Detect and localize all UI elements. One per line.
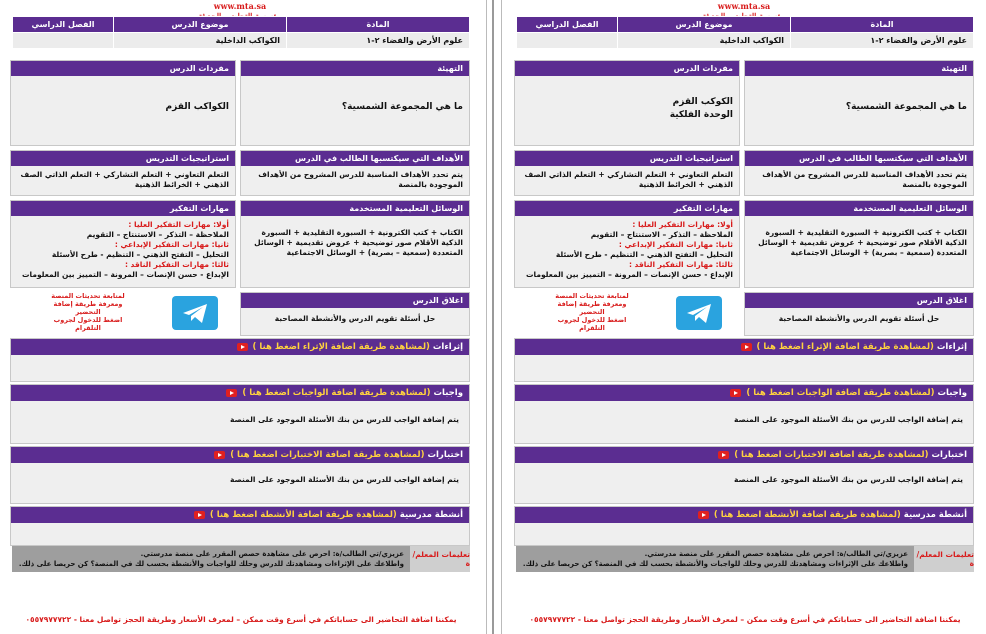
tests-title bbox=[515, 447, 973, 463]
info-table bbox=[12, 16, 470, 49]
topic-header: موضوع الدرس bbox=[114, 17, 287, 33]
strategies-box bbox=[10, 150, 236, 196]
promo-text[interactable] bbox=[544, 292, 640, 332]
intro-title: التهيئة bbox=[241, 61, 469, 76]
activities-title bbox=[515, 507, 973, 523]
telegram-icon[interactable] bbox=[676, 296, 722, 330]
activities-section bbox=[10, 506, 470, 546]
topic-header: موضوع الدرس bbox=[618, 17, 791, 33]
homework-title bbox=[11, 385, 469, 401]
vocab-list bbox=[515, 76, 739, 126]
goals-body: يتم تحدد الأهداف المناسبة للدرس المشروح من الأهداف الموجودة بالمنصة bbox=[762, 170, 967, 189]
closing-body: حل أسئلة تقويم الدرس والأنشطة المصاحبة bbox=[274, 314, 436, 323]
semester-header: الفصل الدراسي bbox=[13, 17, 114, 33]
skills-line: أولا: مهارات التفكير العليا : bbox=[128, 220, 229, 229]
skills-box bbox=[10, 200, 236, 288]
subject-header: المادة bbox=[791, 17, 974, 33]
skills-line: ثانيا: مهارات التفكير الإبداعي : bbox=[114, 240, 229, 249]
telegram-icon[interactable] bbox=[172, 296, 218, 330]
strategies-body: التعلم التعاوني + التعلم التشاركي + التعلم الذاتي الصف الذهني + الخرائط الذهنية bbox=[524, 170, 733, 189]
activities-link[interactable]: (لمشاهدة طريقة اضافة الأنشطة اضغط هنا ) bbox=[209, 510, 397, 520]
enrichment-title bbox=[11, 339, 469, 355]
activities-title bbox=[11, 507, 469, 523]
topic-value: الكواكب الداخلية bbox=[618, 33, 791, 49]
lesson-page-right bbox=[504, 0, 986, 634]
intro-body: ما هي المجموعة الشمسية؟ bbox=[341, 102, 463, 112]
youtube-icon[interactable] bbox=[718, 451, 729, 459]
footer-text: يمكننا اضافة التحاضير الى حساباتكم في أسرع وقت ممكن – لمعرف الأسعار وطريقة الحجز تواصل معنا - ٠٥٥٧٩٧٧٧٢٢ bbox=[25, 615, 457, 624]
goals-title: الأهداف التي سيكتسبها الطالب في الدرس bbox=[745, 151, 973, 166]
strategies-title: استراتيجيات التدريس bbox=[515, 151, 739, 166]
notes-line: عزيزي/تي الطالب/ة: احرص على مشاهدة حصص المقرر على منصة مدرستي. bbox=[644, 550, 908, 558]
means-body: الكتاب + كتب الكترونية + السبورة التقليدية + السبورة الذكية الأقلام صور توضيحية + عروض تقديمية + الوسائل المتعددة (سمعية – بصرية) + الوسائل الاجتماعية bbox=[254, 228, 463, 257]
subject-header: المادة bbox=[287, 17, 470, 33]
skills-line: الإبداع - حسن الإنصات – المرونة – التمييز بين المعلومات bbox=[21, 270, 229, 279]
means-box bbox=[240, 200, 470, 288]
tests-section bbox=[514, 446, 974, 504]
skills-line: التحليل – التفتح الذهني – التنظيم - طرح الأسئلة bbox=[555, 250, 733, 259]
enrichment-link[interactable]: (لمشاهدة طريقة اضافة الإثراء اضغط هنا ) bbox=[252, 342, 430, 352]
promo-line: اضغط للدخول لجروب التلقرام bbox=[53, 316, 123, 332]
homework-link[interactable]: (لمشاهدة طريقة اضافة الواجبات اضغط هنا ) bbox=[746, 388, 935, 398]
notes-text bbox=[12, 546, 410, 572]
closing-box bbox=[240, 292, 470, 336]
vocab-item: الكواكب القزم bbox=[165, 102, 229, 112]
strategies-title: استراتيجيات التدريس bbox=[11, 151, 235, 166]
vocab-box bbox=[514, 60, 740, 146]
youtube-icon[interactable] bbox=[237, 343, 248, 351]
skills-box bbox=[514, 200, 740, 288]
homework-body: يتم إضافة الواجب للدرس من بنك الأسئلة الموجود على المنصة bbox=[230, 415, 459, 424]
enrichment-title bbox=[515, 339, 973, 355]
homework-link[interactable]: (لمشاهدة طريقة اضافة الواجبات اضغط هنا ) bbox=[242, 388, 431, 398]
means-title: الوسائل التعليمية المستخدمة bbox=[745, 201, 973, 216]
vocab-item: الكوكب القزم bbox=[672, 97, 733, 107]
skills-body bbox=[11, 216, 235, 284]
tests-body: يتم إضافة الواجب للدرس من بنك الأسئلة الموجود على المنصة bbox=[230, 475, 459, 484]
activities-link[interactable]: (لمشاهدة طريقة اضافة الأنشطة اضغط هنا ) bbox=[713, 510, 901, 520]
goals-title: الأهداف التي سيكتسبها الطالب في الدرس bbox=[241, 151, 469, 166]
promo-line: لمتابعة تحديثات المنصة bbox=[555, 292, 629, 300]
skills-line: أولا: مهارات التفكير العليا : bbox=[632, 220, 733, 229]
footer-text: يمكننا اضافة التحاضير الى حساباتكم في أسرع وقت ممكن – لمعرف الأسعار وطريقة الحجز تواصل معنا - ٠٥٥٧٩٧٧٧٢٢ bbox=[529, 615, 961, 624]
strategies-body: التعلم التعاوني + التعلم التشاركي + التعلم الذاتي الصف الذهني + الخرائط الذهنية bbox=[20, 170, 229, 189]
goals-box bbox=[744, 150, 974, 196]
skills-line: الملاحظة – التذكر – الاستنتاج – التقويم bbox=[86, 230, 229, 239]
teacher-notes bbox=[12, 546, 470, 572]
enrichment-link[interactable]: (لمشاهدة طريقة اضافة الإثراء اضغط هنا ) bbox=[756, 342, 934, 352]
youtube-icon[interactable] bbox=[194, 511, 205, 519]
vocab-box bbox=[10, 60, 236, 146]
promo-line: لمتابعة تحديثات المنصة bbox=[51, 292, 125, 300]
enrichment-label: إثراءات bbox=[936, 342, 967, 352]
youtube-icon[interactable] bbox=[226, 389, 237, 397]
intro-title: التهيئة bbox=[745, 61, 973, 76]
promo-line: ومعرفة طريقة إضافة التحضير bbox=[53, 300, 123, 316]
tests-body: يتم إضافة الواجب للدرس من بنك الأسئلة الموجود على المنصة bbox=[734, 475, 963, 484]
tests-label: اختبارات bbox=[427, 450, 463, 460]
skills-line: ثالثا: مهارات التفكير الناقد : bbox=[628, 260, 733, 269]
skills-line: ثالثا: مهارات التفكير الناقد : bbox=[124, 260, 229, 269]
goals-box bbox=[240, 150, 470, 196]
tests-section bbox=[10, 446, 470, 504]
promo-line: اضغط للدخول لجروب التلقرام bbox=[557, 316, 627, 332]
intro-box bbox=[744, 60, 974, 146]
promo-text[interactable] bbox=[40, 292, 136, 332]
info-table bbox=[516, 16, 974, 49]
notes-line: عزيزي/تي الطالب/ة: احرص على مشاهدة حصص المقرر على منصة مدرستي. bbox=[140, 550, 404, 558]
enrichment-section bbox=[514, 338, 974, 382]
org-site[interactable]: www.mta.sa bbox=[717, 1, 771, 11]
semester-header: الفصل الدراسي bbox=[517, 17, 618, 33]
activities-label: أنشطة مدرسية bbox=[399, 510, 463, 520]
skills-title: مهارات التفكير bbox=[515, 201, 739, 216]
promo-line: ومعرفة طريقة إضافة التحضير bbox=[557, 300, 627, 316]
skills-title: مهارات التفكير bbox=[11, 201, 235, 216]
means-title: الوسائل التعليمية المستخدمة bbox=[241, 201, 469, 216]
homework-title bbox=[515, 385, 973, 401]
page-gutter bbox=[492, 0, 494, 634]
page-divider bbox=[486, 0, 502, 634]
intro-box bbox=[240, 60, 470, 146]
tests-label: اختبارات bbox=[931, 450, 967, 460]
skills-line: الإبداع - حسن الإنصات – المرونة – التمييز بين المعلومات bbox=[525, 270, 733, 279]
skills-line: ثانيا: مهارات التفكير الإبداعي : bbox=[618, 240, 733, 249]
goals-body: يتم تحدد الأهداف المناسبة للدرس المشروح من الأهداف الموجودة بالمنصة bbox=[258, 170, 463, 189]
subject-value: علوم الأرض والفضاء ٢-١ bbox=[287, 33, 470, 49]
skills-line: التحليل – التفتح الذهني – التنظيم - طرح الأسئلة bbox=[51, 250, 229, 259]
strategies-box bbox=[514, 150, 740, 196]
tests-title bbox=[11, 447, 469, 463]
activities-section bbox=[514, 506, 974, 546]
topic-value: الكواكب الداخلية bbox=[114, 33, 287, 49]
homework-section bbox=[514, 384, 974, 444]
closing-title: اغلاق الدرس bbox=[745, 293, 973, 308]
notes-label: تعليمات المعلم/ة bbox=[410, 546, 470, 572]
enrichment-label: إثراءات bbox=[432, 342, 463, 352]
notes-line: واطلاعك على الإثراءات ومشاهدتك للدرس وحلك للواجبات والأنشطة بحسب لك في المنصة؟ كن حريصا على ذلك. bbox=[18, 560, 404, 568]
vocab-title: مفردات الدرس bbox=[11, 61, 235, 76]
tests-link[interactable]: (لمشاهدة طريقة اضافة الاختبارات اضغط هنا ) bbox=[230, 450, 425, 460]
enrichment-section bbox=[10, 338, 470, 382]
closing-title: اغلاق الدرس bbox=[241, 293, 469, 308]
notes-line: واطلاعك على الإثراءات ومشاهدتك للدرس وحلك للواجبات والأنشطة بحسب لك في المنصة؟ كن حريصا على ذلك. bbox=[522, 560, 908, 568]
homework-section bbox=[10, 384, 470, 444]
means-box bbox=[744, 200, 974, 288]
skills-line: الملاحظة – التذكر – الاستنتاج – التقويم bbox=[590, 230, 733, 239]
vocab-title: مفردات الدرس bbox=[515, 61, 739, 76]
closing-box bbox=[744, 292, 974, 336]
youtube-icon[interactable] bbox=[741, 343, 752, 351]
skills-body bbox=[515, 216, 739, 284]
subject-value: علوم الأرض والفضاء ٢-١ bbox=[791, 33, 974, 49]
homework-body: يتم إضافة الواجب للدرس من بنك الأسئلة الموجود على المنصة bbox=[734, 415, 963, 424]
youtube-icon[interactable] bbox=[698, 511, 709, 519]
lesson-page-left bbox=[0, 0, 482, 634]
notes-label: تعليمات المعلم/ة bbox=[914, 546, 974, 572]
youtube-icon[interactable] bbox=[730, 389, 741, 397]
notes-text bbox=[516, 546, 914, 572]
youtube-icon[interactable] bbox=[214, 451, 225, 459]
homework-label: واجبات bbox=[433, 388, 463, 398]
activities-label: أنشطة مدرسية bbox=[903, 510, 967, 520]
semester-value bbox=[13, 33, 114, 49]
tests-link[interactable]: (لمشاهدة طريقة اضافة الاختبارات اضغط هنا ) bbox=[734, 450, 929, 460]
intro-body: ما هي المجموعة الشمسية؟ bbox=[845, 102, 967, 112]
closing-body: حل أسئلة تقويم الدرس والأنشطة المصاحبة bbox=[778, 314, 940, 323]
teacher-notes bbox=[516, 546, 974, 572]
vocab-item: الوحدة الفلكية bbox=[669, 110, 733, 120]
org-site[interactable]: www.mta.sa bbox=[213, 1, 267, 11]
homework-label: واجبات bbox=[937, 388, 967, 398]
semester-value bbox=[517, 33, 618, 49]
means-body: الكتاب + كتب الكترونية + السبورة التقليدية + السبورة الذكية الأقلام صور توضيحية + عروض تقديمية + الوسائل المتعددة (سمعية – بصرية) + الوسائل الاجتماعية bbox=[758, 228, 967, 257]
